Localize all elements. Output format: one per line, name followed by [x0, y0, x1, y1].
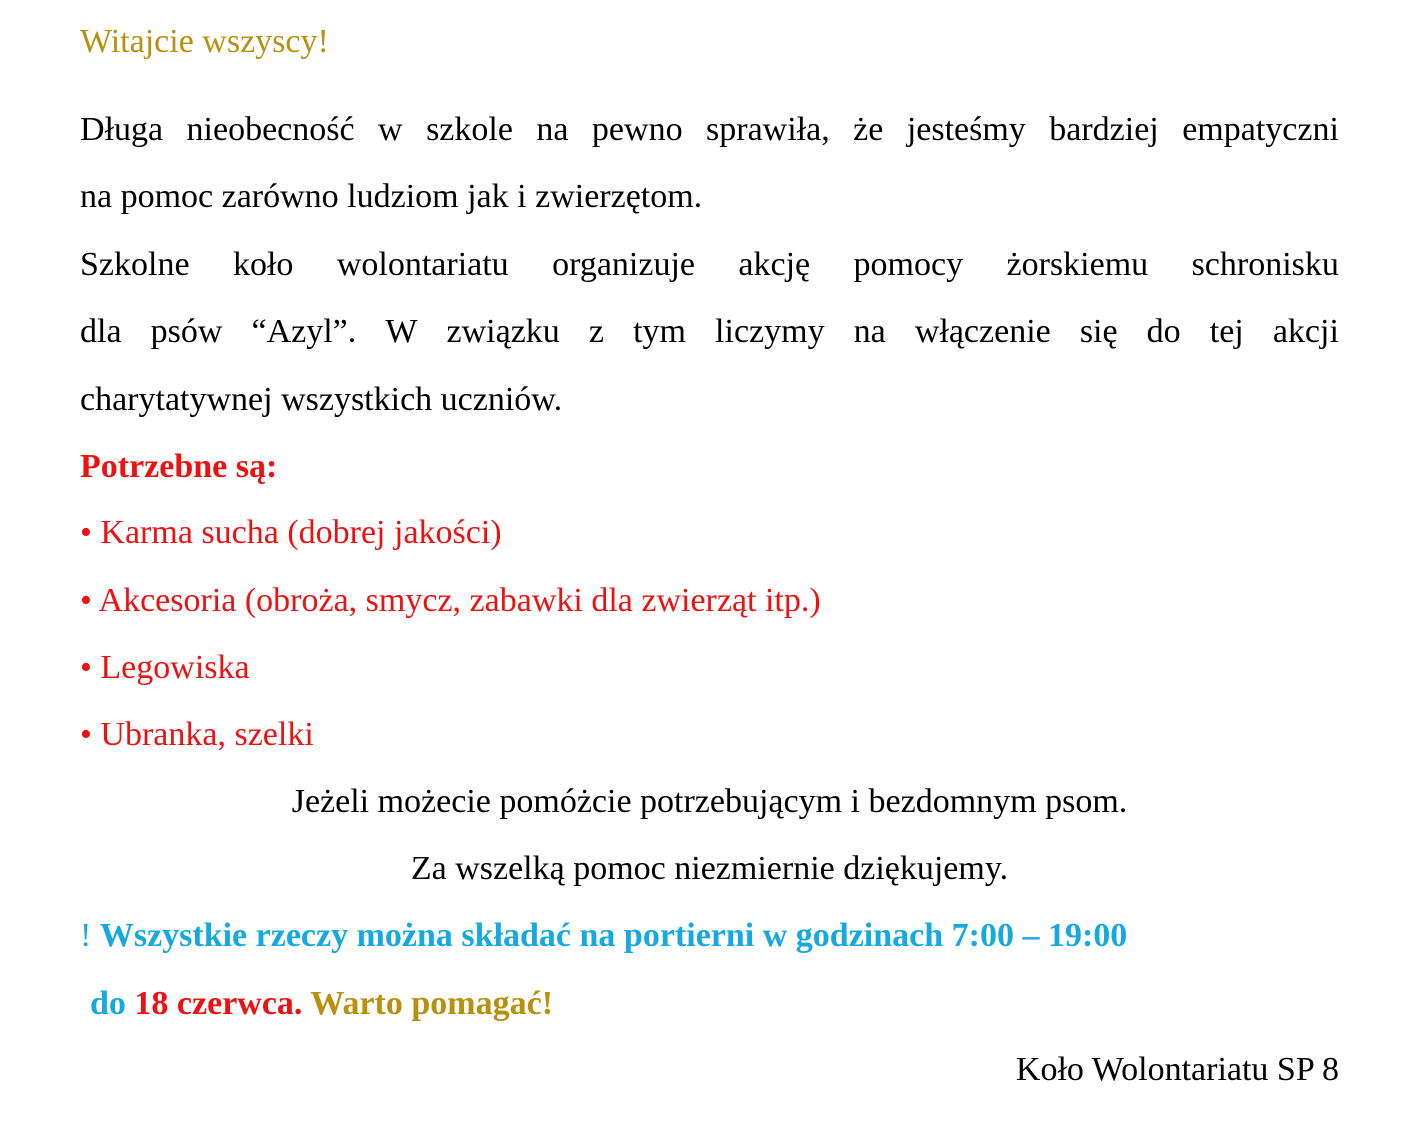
word: w	[378, 111, 403, 148]
word: koło	[232, 246, 294, 283]
word: sprawiła,	[706, 111, 830, 148]
word: W	[385, 313, 418, 350]
bullet: •	[80, 649, 92, 686]
dropoff-until: do	[90, 985, 126, 1022]
word: pewno	[591, 111, 683, 148]
word: pomocy	[853, 246, 964, 283]
word: na	[536, 111, 569, 148]
dropoff-slogan: Warto pomagać!	[310, 985, 554, 1022]
needs-item-2	[80, 581, 1339, 621]
dropoff-instructions: Wszystkie rzeczy można składać na portierni w godzinach 7:00 – 19:00	[99, 917, 1128, 954]
word: tym	[633, 313, 686, 350]
word: włączenie	[914, 313, 1051, 350]
word: na	[853, 313, 886, 350]
exclamation-mark: !	[80, 917, 92, 954]
word: Długa	[80, 111, 164, 148]
dropoff-line-1	[80, 916, 1339, 956]
appeal-line-2: Za wszelką pomoc niezmiernie dziękujemy.	[410, 850, 1009, 887]
dropoff-line-2	[80, 984, 1349, 1024]
needs-item-label: Ubranka, szelki	[100, 716, 314, 753]
word: Szkolne	[80, 246, 190, 283]
bullet: •	[80, 582, 92, 619]
needs-item-3	[80, 648, 1339, 688]
word: związku	[446, 313, 560, 350]
bullet: •	[80, 514, 92, 551]
word: nieobecność	[186, 111, 355, 148]
word: bardziej	[1049, 111, 1159, 148]
word: do	[1146, 313, 1181, 350]
appeal-line-1: Jeżeli możecie pomóżcie potrzebującym i bezdomnym psom.	[291, 783, 1128, 820]
needs-item-1	[80, 513, 1339, 553]
word: psów	[150, 313, 223, 350]
word: szkole	[426, 111, 513, 148]
needs-item-label: Legowiska	[100, 649, 250, 686]
word: empatyczni	[1182, 111, 1339, 148]
needs-heading: Potrzebne są:	[80, 448, 278, 485]
word: akcję	[738, 246, 811, 283]
word: akcji	[1272, 313, 1339, 350]
intro-line-2: na pomoc zarówno ludziom jak i zwierzętom.	[80, 178, 703, 215]
word: organizuje	[552, 246, 695, 283]
event-line-1	[80, 245, 1339, 285]
needs-item-label: Akcesoria (obroża, smycz, zabawki dla zwierząt itp.)	[98, 582, 821, 619]
word: wolontariatu	[336, 246, 509, 283]
bullet: •	[80, 716, 92, 753]
word: tej	[1209, 313, 1244, 350]
event-line-3: charytatywnej wszystkich uczniów.	[80, 381, 563, 418]
needs-item-4	[80, 715, 1339, 755]
word: się	[1079, 313, 1118, 350]
word: że	[853, 111, 884, 148]
greeting: Witajcie wszyscy!	[80, 23, 329, 60]
intro-line-1	[80, 110, 1339, 150]
word: “Azyl”.	[251, 313, 357, 350]
signature: Koło Wolontariatu SP 8	[1015, 1051, 1339, 1088]
word: schronisku	[1191, 246, 1339, 283]
word: liczymy	[715, 313, 825, 350]
needs-item-label: Karma sucha (dobrej jakości)	[100, 514, 502, 551]
dropoff-deadline: 18 czerwca.	[134, 985, 303, 1022]
word: jesteśmy	[906, 111, 1026, 148]
word: żorskiemu	[1006, 246, 1149, 283]
event-line-2	[80, 312, 1339, 352]
word: dla	[80, 313, 122, 350]
word: z	[588, 313, 604, 350]
